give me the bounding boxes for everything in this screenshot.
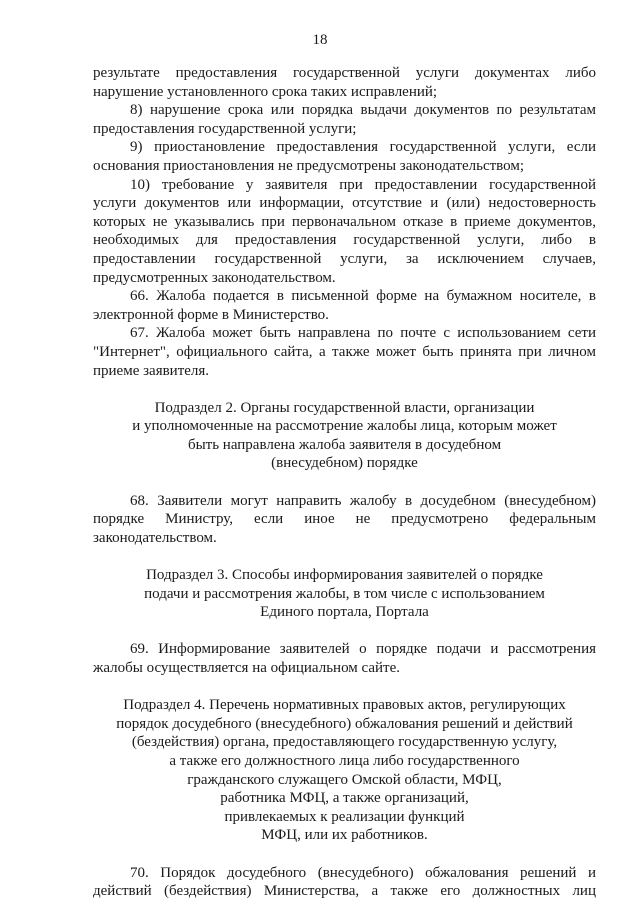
text-line: предусмотренных законодательством. (93, 269, 336, 286)
text-line: 8) нарушение срока или порядка выдачи документов по результатам (130, 102, 596, 119)
paragraph-70 (93, 864, 596, 901)
heading-line: быть направлена жалоба заявителя в досудебном (187, 436, 502, 453)
heading-line: МФЦ, или их работников. (261, 827, 428, 844)
heading-line: работника МФЦ, а также организаций, (220, 790, 469, 807)
heading-line: (бездействия) органа, предоставляющего государственную услугу, (131, 734, 558, 751)
text-line: необходимых для предоставления государственной услуги, либо в (93, 232, 596, 249)
heading-line: порядок досудебного (внесудебного) обжалования решений и действий (116, 715, 573, 732)
text-line: основания приостановления не предусмотрены законодательством; (93, 157, 525, 174)
text-line: 69. Информирование заявителей о порядке подачи и рассмотрения (130, 641, 596, 658)
text-line: услуги документов или информации, отсутствие и (или) недостоверность (93, 195, 596, 212)
paragraph-67 (93, 324, 596, 380)
paragraph-66 (93, 287, 596, 324)
text-line: 67. Жалоба может быть направлена по почте с использованием сети (130, 325, 596, 342)
subsection-3-heading (93, 566, 596, 622)
page-body (93, 64, 596, 901)
text-line: нарушение установленного срока таких исправлений; (93, 83, 438, 100)
heading-line: (внесудебном) порядке (271, 455, 418, 472)
text-line: электронной форме в Министерство. (93, 306, 329, 323)
text-line: действий (бездействия) Министерства, а также его должностных лиц (93, 883, 596, 900)
subsection-2-heading (93, 399, 596, 473)
text-line: 9) приостановление предоставления государственной услуги, если (130, 139, 596, 156)
text-line: приеме заявителя. (93, 362, 210, 379)
text-line: 68. Заявители могут направить жалобу в досудебном (внесудебном) (130, 492, 596, 509)
heading-line: гражданского служащего Омской области, МФЦ, (187, 771, 502, 788)
text-line: предоставлении государственной услуги, за исключением случаев, (93, 250, 596, 267)
heading-line: Подраздел 3. Способы информирования заявителей о порядке (146, 567, 543, 584)
paragraph-69 (93, 640, 596, 677)
text-line: законодательством. (93, 529, 217, 546)
heading-line: подачи и рассмотрения жалобы, в том числе с использованием (144, 585, 545, 602)
heading-line: привлекаемых к реализации функций (224, 808, 465, 825)
text-line: порядке Министру, если иное не предусмотрено федеральным (93, 511, 596, 528)
text-line: "Интернет", официального сайта, а также может быть принята при личном (93, 343, 596, 360)
paragraph-item-7-continued (93, 64, 596, 101)
subsection-4-heading (93, 696, 596, 845)
text-line: 70. Порядок досудебного (внесудебного) обжалования решений и (130, 864, 596, 881)
heading-line: а также его должностного лица либо государственного (169, 752, 520, 769)
page-number: 18 (312, 32, 328, 48)
heading-line: Подраздел 4. Перечень нормативных правовых актов, регулирующих (123, 697, 566, 714)
text-line: результате предоставления государственной услуги документах либо (93, 65, 596, 81)
paragraph-item-10 (93, 176, 596, 288)
heading-line: и уполномоченные на рассмотрение жалобы лица, которым может (132, 418, 557, 435)
text-line: 66. Жалоба подается в письменной форме на бумажном носителе, в (130, 288, 596, 305)
text-line: которых не указывались при первоначальном отказе в приеме документов, (93, 213, 596, 230)
text-line: жалобы осуществляется на официальном сайте. (93, 660, 401, 676)
text-line: предоставления государственной услуги; (93, 120, 357, 137)
paragraph-item-8 (93, 101, 596, 138)
heading-line: Единого портала, Портала (260, 604, 429, 621)
paragraph-68 (93, 492, 596, 548)
heading-line: Подраздел 2. Органы государственной власти, организации (154, 399, 535, 416)
text-line: 10) требование у заявителя при предоставлении государственной (130, 176, 596, 193)
paragraph-item-9 (93, 138, 596, 175)
